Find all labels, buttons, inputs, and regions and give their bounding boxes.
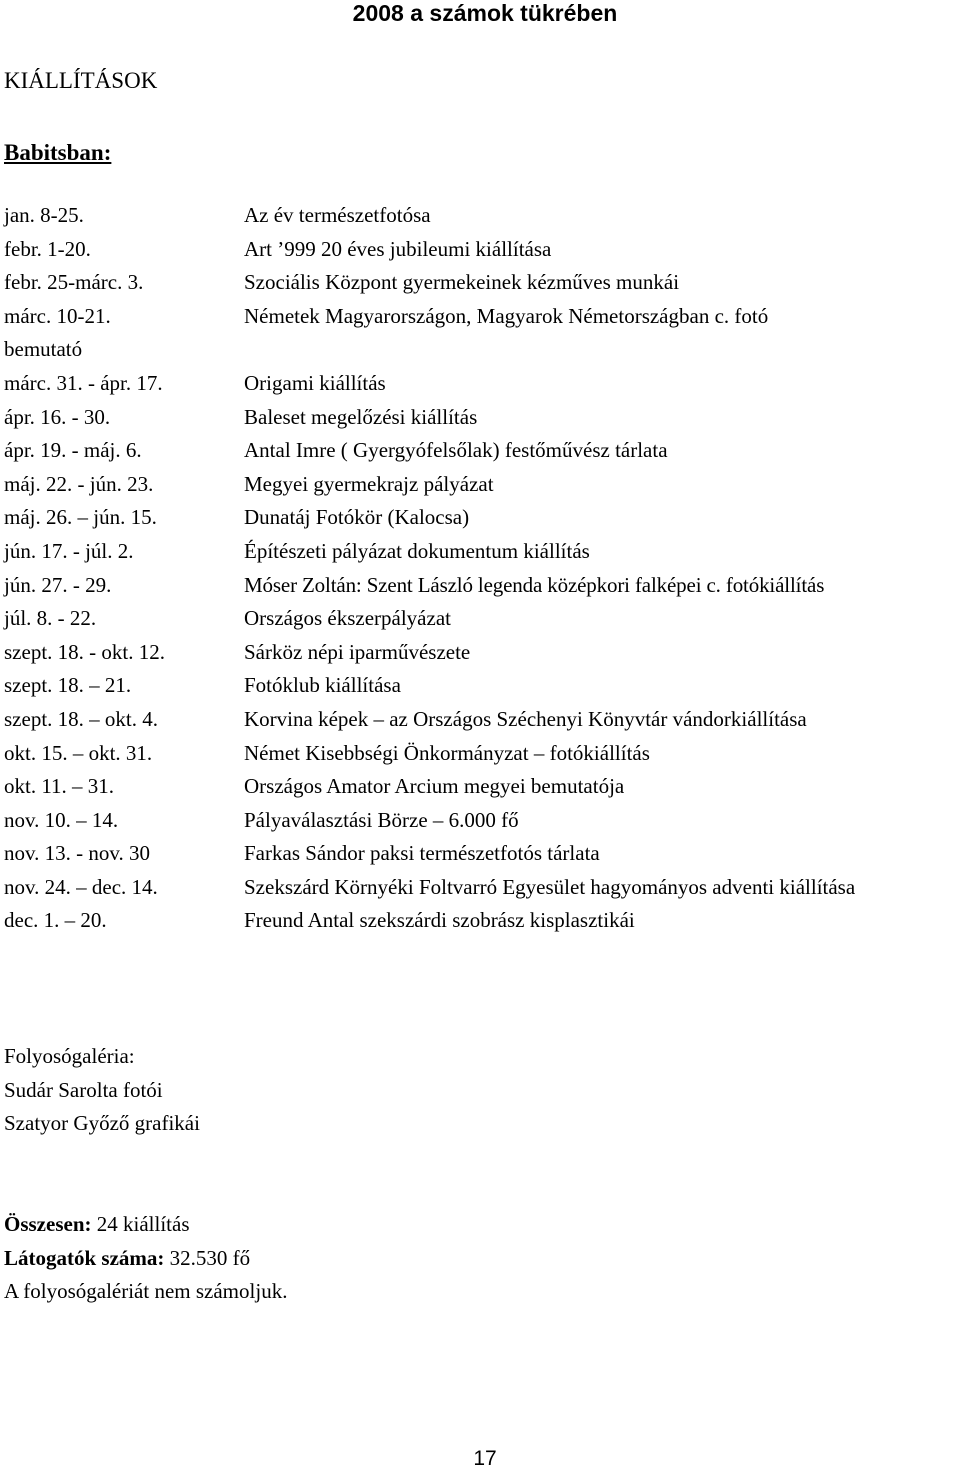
exhibition-date: ápr. 16. - 30. [4, 404, 111, 429]
exhibition-date: ápr. 19. - máj. 6. [4, 438, 142, 463]
exhibition-title: Szekszárd Környéki Foltvarró Egyesület hagyományos adventi kiállítása [244, 874, 856, 899]
list-item [4, 569, 960, 603]
exhibition-title: Országos Amator Arcium megyei bemutatója [244, 774, 625, 799]
exhibition-title: Építészeti pályázat dokumentum kiállítás [244, 538, 590, 563]
list-item [4, 871, 960, 905]
visitors-value: 32.530 fő [164, 1245, 251, 1270]
list-item [4, 535, 960, 569]
gallery-item: Szatyor Győző grafikái [4, 1111, 200, 1135]
list-item [4, 837, 960, 871]
exhibition-date: szept. 18. - okt. 12. [4, 639, 165, 664]
exhibition-date: okt. 15. – okt. 31. [4, 740, 153, 765]
exhibition-title: Farkas Sándor paksi természetfotós tárlata [244, 841, 600, 866]
exhibition-title: Németek Magyarországon, Magyarok Németországban c. fotó [244, 303, 769, 328]
list-item [4, 401, 960, 435]
exhibition-date: nov. 13. - nov. 30 [4, 841, 151, 866]
list-item [4, 770, 960, 804]
list-item [4, 468, 960, 502]
list-item [4, 602, 960, 636]
exhibition-title: Országos ékszerpályázat [244, 606, 451, 631]
exhibition-title: Origami kiállítás [244, 370, 386, 395]
list-item [4, 266, 960, 300]
exhibition-title: Német Kisebbségi Önkormányzat – fotókiállítás [244, 740, 650, 765]
gallery-item: Sudár Sarolta fotói [4, 1077, 163, 1102]
exhibition-title: Pályaválasztási Börze – 6.000 fő [244, 807, 519, 832]
list-item [4, 636, 960, 670]
exhibition-title: Megyei gyermekrajz pályázat [244, 471, 494, 496]
gallery-heading: Folyosógaléria: [4, 1044, 135, 1068]
page-number: 17 [473, 1447, 497, 1470]
exhibition-date: okt. 11. – 31. [4, 774, 115, 799]
list-item [4, 737, 960, 771]
total-value: 24 kiállítás [91, 1212, 190, 1236]
location-heading: Babitsban: [4, 140, 112, 165]
exhibition-title: Art ’999 20 éves jubileumi kiállítása [244, 236, 552, 261]
list-item [4, 434, 960, 468]
visitors-label: Látogatók száma: [4, 1245, 165, 1270]
exhibition-date: márc. 31. - ápr. 17. [4, 370, 163, 395]
exhibition-date: dec. 1. – 20. [4, 908, 107, 933]
total-label: Összesen: [4, 1212, 92, 1236]
section-heading: KIÁLLÍTÁSOK [4, 68, 158, 93]
exhibition-date: máj. 26. – jún. 15. [4, 505, 157, 530]
list-item [4, 669, 960, 703]
exhibition-date: jún. 17. - júl. 2. [4, 538, 134, 563]
exhibition-title: Freund Antal szekszárdi szobrász kisplasztikái [244, 908, 635, 933]
exhibition-date: nov. 24. – dec. 14. [4, 874, 158, 899]
exhibition-date: szept. 18. – okt. 4. [4, 706, 158, 731]
exhibition-title: Dunatáj Fotókör (Kalocsa) [244, 505, 470, 530]
exhibition-date: júl. 8. - 22. [4, 606, 97, 631]
exhibition-date: nov. 10. – 14. [4, 807, 119, 832]
exhibition-title-continuation: bemutató [4, 337, 83, 362]
page-title: 2008 a számok tükrében [352, 0, 618, 26]
summary-note: A folyosógalériát nem számoljuk. [4, 1279, 288, 1303]
summary-section [4, 1208, 287, 1309]
list-item [4, 804, 960, 838]
exhibition-title: Fotóklub kiállítása [244, 673, 401, 698]
exhibition-date: jún. 27. - 29. [4, 572, 112, 597]
total-line [4, 1208, 287, 1242]
gallery-section [4, 1040, 200, 1141]
exhibition-title: Antal Imre ( Gyergyófelsőlak) festőművész tárlata [244, 438, 668, 463]
list-item [4, 300, 960, 334]
list-item [4, 367, 960, 401]
exhibition-list [4, 199, 960, 938]
exhibition-title: Baleset megelőzési kiállítás [244, 404, 478, 429]
exhibition-date: jan. 8-25. [4, 203, 84, 227]
exhibition-date: márc. 10-21. [4, 303, 111, 328]
exhibition-date: szept. 18. – 21. [4, 673, 132, 698]
exhibition-title: Móser Zoltán: Szent László legenda középkori falképei c. fotókiállítás [244, 572, 825, 597]
visitors-line [4, 1242, 287, 1276]
list-item [4, 904, 960, 938]
list-item [4, 501, 960, 535]
exhibition-title: Sárköz népi iparművészete [244, 639, 471, 664]
exhibition-date: febr. 25-márc. 3. [4, 270, 144, 295]
list-item-continuation [4, 333, 960, 367]
exhibition-date: máj. 22. - jún. 23. [4, 471, 154, 496]
exhibition-date: febr. 1-20. [4, 236, 91, 261]
list-item [4, 703, 960, 737]
list-item [4, 233, 960, 267]
list-item [4, 199, 960, 233]
exhibition-title: Szociális Központ gyermekeinek kézműves munkái [244, 270, 680, 295]
exhibition-title: Korvina képek – az Országos Széchenyi Könyvtár vándorkiállítása [244, 706, 807, 731]
exhibition-title: Az év természetfotósa [244, 203, 431, 227]
